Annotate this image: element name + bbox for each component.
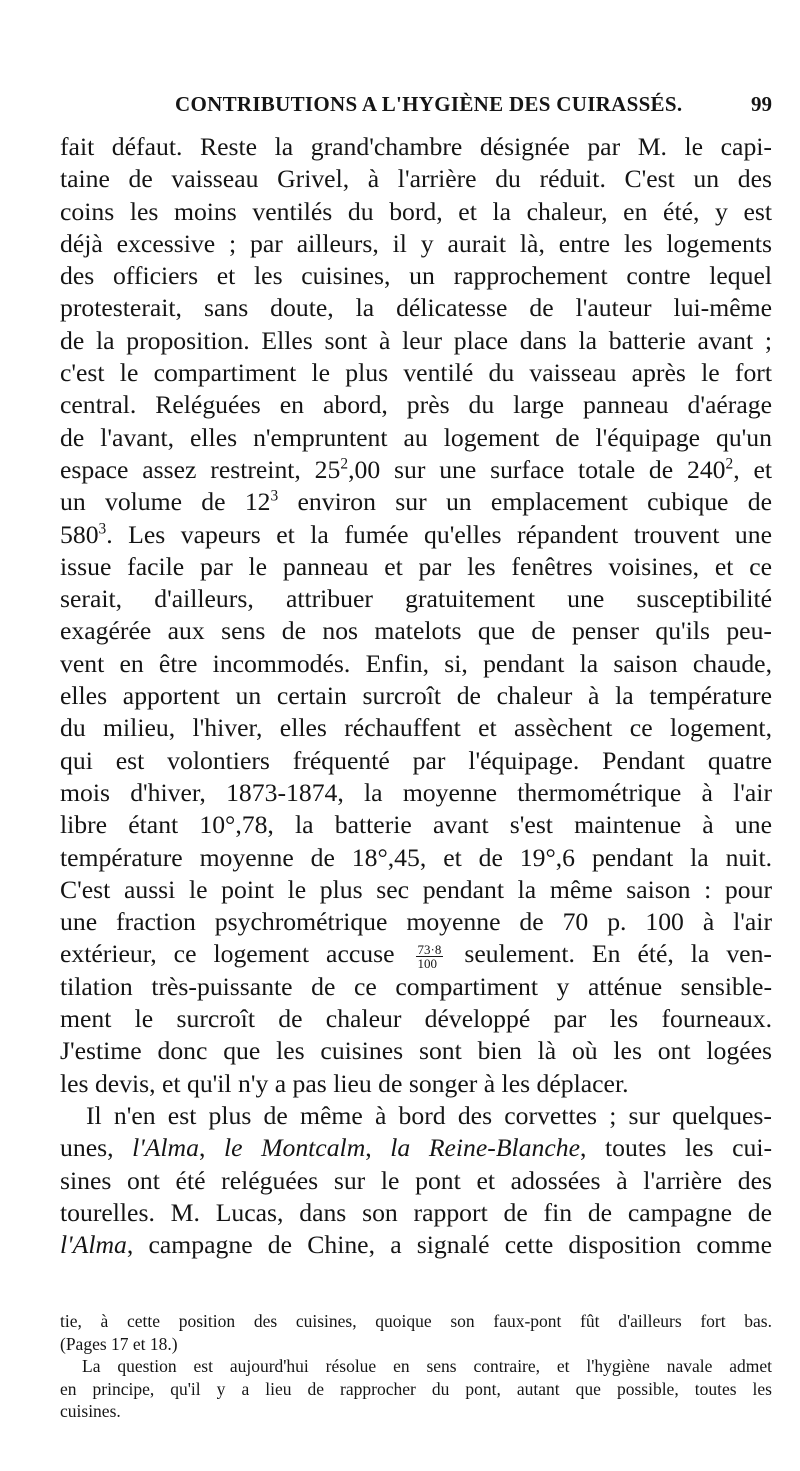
paragraph-corvettes (60, 1100, 772, 1261)
page-number: 99 (751, 92, 772, 116)
fraction: $\frac{73\cdot 8}{100}$ (417, 942, 442, 971)
text-line: C'est aussi le point le plus sec pendant la même saison : pour (60, 874, 772, 904)
text-line-alma: l'Alma, campagne de Chine, a signalé cette disposition comme (60, 1230, 772, 1260)
text-line: température moyenne de 18°,45, et de 19°,6 pendant la nuit. (60, 842, 772, 872)
footnote-2 (60, 1355, 772, 1423)
text-line: J'estime donc que les cuisines sont bien là où les ont logées (60, 1036, 772, 1066)
text-line: fait défaut. Reste la grand'chambre désignée par M. le capi- (60, 132, 772, 161)
footnote-line: tie, à cette position des cuisines, quoique son faux-pont fût d'ailleurs fort bas. (60, 1311, 772, 1331)
text-line: serait, d'ailleurs, attribuer gratuitement une susceptibilité (60, 584, 772, 614)
ship-name: l'Alma (60, 1230, 127, 1260)
text-line: du milieu, l'hiver, elles réchauffent et assèchent ce logement, (60, 713, 772, 743)
footnote-line: (Pages 17 et 18.) (60, 1333, 178, 1354)
text-line: libre étant 10°,78, la batterie avant s'est maintenue à une (60, 810, 772, 840)
text-line: sines ont été reléguées sur le pont et adossées à l'arrière des (60, 1165, 772, 1195)
text-line-volume: un volume de $12^3$ environ sur un emplacement cubique de (60, 487, 772, 517)
text-line: mois d'hiver, 1873-1874, la moyenne thermométrique à l'air (60, 777, 772, 807)
text-line: qui est volontiers fréquenté par l'équipage. Pendant quatre (60, 745, 772, 775)
text-line: de la proposition. Elles sont à leur place dans la batterie avant ; (60, 325, 772, 355)
footnote-line: La question est aujourd'hui résolue en sens contraire, et l'hygiène navale admet (82, 1356, 772, 1376)
paragraph-cuisines-batterie (60, 131, 772, 1100)
text-line-fraction: extérieur, ce logement accuse $\frac{73\cdot 8}{100}$ seulement. En été, la ven- (60, 939, 772, 971)
ship-name: l'Alma (132, 1133, 199, 1163)
footnote-line: cuisines. (60, 1401, 121, 1421)
footnote-continued (60, 1310, 772, 1355)
text-line-surface: espace assez restreint, $25^2,00$ sur une surface totale de $240^2$, et (60, 454, 772, 484)
text-line: déjà excessive ; par ailleurs, il y aurait là, entre les logements (60, 228, 772, 258)
footnote-line: en principe, qu'il y a lieu de rapprocher du pont, autant que possible, toutes les (60, 1378, 772, 1399)
text-line: issue facile par le panneau et par les fenêtres voisines, et ce (60, 551, 772, 581)
text-line: coins les moins ventilés du bord, et la chaleur, en été, y est (60, 196, 772, 226)
text-line: ment le surcroît de chaleur développé par les fourneaux. (60, 1004, 772, 1034)
text-line: des officiers et les cuisines, un rapprochement contre lequel (60, 261, 772, 291)
ship-name: la Reine-Blanche (390, 1133, 581, 1163)
running-title: CONTRIBUTIONS A L'HYGIÈNE DES CUIRASSÉS. (175, 92, 683, 116)
text-line: taine de vaisseau Grivel, à l'arrière du réduit. C'est un des (60, 164, 772, 194)
ship-name: le Montcalm (223, 1133, 366, 1163)
text-line: protesterait, sans doute, la délicatesse de l'auteur lui-même (60, 293, 772, 323)
page-header (60, 92, 772, 124)
text-line: exagérée aux sens de nos matelots que de penser qu'ils peu- (60, 616, 772, 646)
text-line: une fraction psychrométrique moyenne de 70 p. 100 à l'air (60, 907, 772, 937)
text-line: les devis, et qu'il n'y a pas lieu de songer à les déplacer. (60, 1068, 629, 1098)
text-line-580: $580^3$. Les vapeurs et la fumée qu'elles répandent trouvent une (60, 519, 772, 549)
text-line: Il n'en est plus de même à bord des corvettes ; sur quelques- (86, 1100, 772, 1130)
text-line: c'est le compartiment le plus ventilé du vaisseau après le fort (60, 358, 772, 388)
text-line-ships: unes, l'Alma, le Montcalm, la Reine-Blanche, toutes les cui- (60, 1133, 772, 1163)
main-text (60, 131, 772, 1261)
text-line: central. Reléguées en abord, près du large panneau d'aérage (60, 390, 772, 420)
text-line: vent en être incommodés. Enfin, si, pendant la saison chaude, (60, 648, 772, 678)
text-line: de l'avant, elles n'empruntent au logement de l'équipage qu'un (60, 422, 772, 452)
text-line: tilation très-puissante de ce compartiment y atténue sensible- (60, 971, 772, 1001)
text-line: tourelles. M. Lucas, dans son rapport de fin de campagne de (60, 1197, 772, 1227)
text-line: elles apportent un certain surcroît de chaleur à la température (60, 681, 772, 711)
footnotes (60, 1310, 772, 1423)
